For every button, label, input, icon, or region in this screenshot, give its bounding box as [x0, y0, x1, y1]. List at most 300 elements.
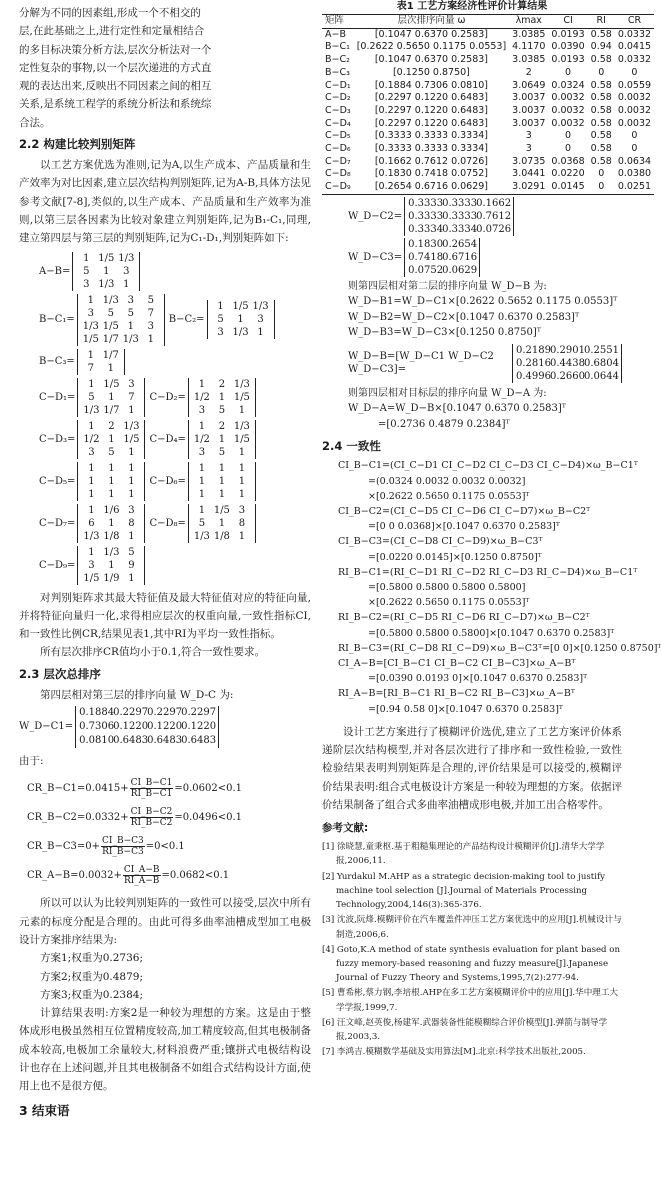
table-cell: [0.2297 0.1220 0.6483]: [374, 104, 489, 116]
matrix-cell: 6: [88, 517, 95, 529]
matrix-body: [404, 238, 480, 277]
matrix-cell: 7: [147, 307, 154, 319]
table-cell: C−D₁: [325, 79, 351, 91]
table-cell: 0.0032: [617, 104, 652, 116]
matrix-row: [192, 404, 252, 417]
matrix-cell: 5: [198, 517, 206, 529]
table-cell: 3: [525, 143, 532, 155]
matrix-line: [39, 294, 311, 346]
table-header-cell: λmax: [515, 15, 542, 26]
matrix-cell: 1: [108, 462, 115, 474]
matrix-cell: 1/3: [233, 420, 250, 432]
matrix-cell: 1/3: [193, 530, 210, 542]
matrix: [149, 420, 255, 459]
matrix-cell: 0.3334: [408, 223, 444, 235]
consistency-line: CI_A−B=[CI_B−C1 CI_B−C2 CI_B−C3]×ω_A−Bᵀ: [338, 657, 576, 669]
matrix-cell: 1/3: [232, 327, 249, 339]
table-cell: 0.0390: [551, 41, 585, 53]
cr-numerator: CI_B−C2: [130, 807, 173, 818]
matrix-row: [192, 446, 252, 459]
matrix-cell: 1: [108, 517, 115, 529]
matrix-label: B−C₃=: [39, 356, 75, 368]
matrix-cell: 1/5: [233, 391, 250, 403]
intro-line: 层,在此基础之上,进行定性和定量相结合: [19, 25, 205, 38]
calc-paragraph: 计算结果表明:方案2是一种较为理想的方案。这是由于整体成形电极虽然相互位置精度较高,加工精度较高,但其电极制备成本较高,电极加工余量较大,材料浪费严重;镶拼式电极结构设计也存在上述问题,并且其电极制备不如组合式结构设计方面,使用上也不是很方便。: [19, 1007, 311, 1093]
table-cell: 0: [598, 168, 605, 180]
matrix-cell: 1/3: [83, 530, 100, 542]
matrix-body: [404, 197, 514, 236]
matrix-row: [76, 252, 136, 265]
matrix-cell: 1/5: [83, 572, 100, 584]
matrix-cell: 1: [128, 530, 135, 542]
matrix: [39, 462, 145, 501]
wdc3-matrix: [348, 238, 622, 277]
matrix-cell: 1: [218, 475, 226, 487]
matrix-cell: 1/5: [102, 320, 119, 332]
matrix-row: [76, 278, 136, 291]
matrix-row: [192, 475, 252, 488]
table-cell: B−C₁: [325, 41, 350, 53]
matrix-body: [75, 706, 219, 748]
matrix-cell: 0.2660: [550, 370, 585, 382]
matrix-cell: 0.1220: [147, 721, 183, 733]
table-body: [322, 28, 654, 194]
wdb-line: W_D−B1=W_D−C1×[0.2622 0.5652 0.1175 0.0553]ᵀ: [348, 296, 618, 308]
matrix-cell: 0.2901: [550, 344, 585, 356]
matrix-cell: 5: [83, 265, 90, 277]
reference-item: [4] Goto,K.A method of state synthesis evaluation for plant based on fuzzy memory-based reasoning and fuzzy measure[J].Japanese Journal of Fuzzy Theory and Systems,1995,7(2):277-94.: [322, 944, 621, 984]
matrix-row: [408, 210, 510, 223]
matrix-cell: 3: [147, 320, 154, 332]
table-cell: 0: [565, 66, 572, 78]
consistency-line: RI_B−C1=(RI_C−D1 RI_C−D2 RI_C−D3 RI_C−D4)×ω_B−C1ᵀ: [338, 566, 638, 578]
left-column: [19, 4, 311, 1122]
table-row: [322, 54, 654, 67]
matrix-cell: 1: [108, 488, 115, 500]
section-2-2-paragraph: 以工艺方案优选为准则,记为A,以生产成本、产品质量和生产效率为对比因素,建立层次结构判别矩阵,记为A-B,具体方法见参考文献[7-8],类似的,以生产成本、产品质量和生产效率为准则,以第三层各因素为比较对象建立判别矩阵,记为B₁-C₁,同理,建立第四层与第三层的判别矩阵,记为C₁-D₁,判别矩阵如下:: [19, 159, 311, 245]
table-cell: 0.58: [590, 92, 612, 104]
matrix-cell: 0.0629: [442, 264, 478, 276]
matrix-cell: 1/5: [103, 378, 120, 390]
matrix-row: [81, 378, 141, 391]
matrix: [39, 294, 165, 346]
matrix-cell: 1: [123, 278, 130, 290]
table-cell: [0.3333 0.3333 0.3334]: [374, 143, 489, 155]
matrix-label: B−C₂=: [168, 314, 205, 326]
matrix-cell: 1: [127, 320, 134, 332]
matrix-row: [81, 530, 141, 543]
matrix-cell: 5: [108, 446, 115, 458]
conclusion-paragraph: 设计工艺方案进行了模糊评价选优,建立了工艺方案评价体系递阶层次结构模型,并对各层次进行了排序和一致性检验,一致性检验结果表明判别矩阵是合理的,评价结果是可以接受的,模糊评价结果表明:组合式电极设计方案是一种较为理想的方案。依据评价结果制备了组合式多曲率油槽成形电极,并加工出合格零件。: [322, 725, 622, 811]
matrix-row: [81, 433, 141, 446]
table-cell: A−B: [325, 28, 346, 40]
matrix-cell: 0.0644: [584, 370, 619, 382]
reference-item: [7] 李鸿吉.模糊数学基础及实用算法[M].北京:科学技术出版社,2005.: [322, 1047, 586, 1058]
matrix-cell: 1: [107, 362, 114, 374]
table-cell: 0: [565, 143, 572, 155]
table-cell: [0.2297 0.1220 0.6483]: [374, 92, 489, 104]
table-cell: 0.0251: [617, 181, 652, 193]
matrix-cell: 1: [108, 475, 115, 487]
matrix-cell: 5: [218, 404, 226, 416]
matrix-cell: 0.2654: [442, 238, 478, 250]
matrix-row: [81, 362, 121, 375]
matrix-cell: 3: [198, 446, 206, 458]
matrix-cell: 1: [108, 433, 115, 445]
matrix-cell: 2: [108, 420, 115, 432]
you-yu-label: 由于:: [19, 755, 44, 768]
consistency-line: CI_B−C2=(CI_C−D5 CI_C−D6 CI_C−D7)×ω_B−C2ᵀ: [338, 505, 591, 517]
matrix-label: C−D₇=: [39, 517, 76, 529]
table-cell: 0.0634: [617, 155, 652, 167]
matrix-cell: 8: [128, 517, 135, 529]
matrix-cell: 0.2551: [584, 344, 619, 356]
matrix-cell: 1/7: [102, 349, 119, 361]
matrix: [169, 300, 275, 339]
matrix-cell: 1: [257, 327, 264, 339]
matrix-row: [81, 320, 161, 333]
section-3-title: 3 结束语: [19, 1102, 70, 1118]
cr-lhs: CR_B−C3=0+: [27, 840, 101, 852]
consistency-line: RI_B−C2=(RI_C−D5 RI_C−D6 RI_C−D7)×ω_B−C2ᵀ: [338, 612, 590, 624]
table-cell: 3.0291: [512, 181, 546, 193]
matrix-cell: 2: [218, 420, 226, 432]
table-cell: 0.58: [590, 104, 612, 116]
scheme-item: 方案2;权重为0.4879;: [40, 970, 143, 983]
table-cell: [0.1884 0.7306 0.0810]: [374, 79, 489, 91]
table-row: [322, 181, 654, 194]
matrix-cell: 1: [218, 433, 226, 445]
table-cell: C−D₇: [325, 155, 351, 167]
table-cell: 0.58: [590, 54, 612, 66]
matrix-cell: 5: [147, 294, 154, 306]
cr-equation: [27, 865, 311, 886]
matrix-cell: 0.4996: [516, 370, 551, 382]
matrix-cell: 1/7: [102, 333, 119, 345]
reference-item: [3] 沈波,阮烽.模糊评价在汽车覆盖件冲压工艺方案优选中的应用[J].机械设计与制造,2006,6.: [322, 915, 622, 940]
table-cell: B−C₃: [325, 66, 350, 78]
matrix-cell: 1/3: [252, 301, 269, 313]
matrix-label: C−D₄=: [149, 433, 186, 445]
matrix-label: W_D−B=[W_D−C1 W_D−C2 W_D−C3]=: [348, 351, 494, 376]
reference-item: [2] Yurdakul M.AHP as a strategic decision-making tool to justify machine tool selection [J].Journal of Materials Processing Technology,2004,146(3):365-376.: [322, 871, 606, 911]
matrix-body: [77, 546, 145, 585]
matrix-cell: 5: [127, 307, 134, 319]
consistency-line: =[0.5800 0.5800 0.5800]×[0.1047 0.6370 0.2583]ᵀ: [368, 627, 615, 639]
matrix: [348, 197, 514, 236]
matrix-row: [516, 357, 618, 370]
matrix-row: [81, 475, 141, 488]
consistency-line: =[0.0220 0.0145]×[0.1250 0.8750]ᵀ: [368, 551, 542, 563]
matrix-cell: 3: [83, 278, 90, 290]
matrix-row: [81, 446, 141, 459]
matrix: [149, 462, 255, 501]
matrix-line: [39, 349, 311, 375]
table-row: [322, 156, 654, 169]
table-cell: 0.0193: [551, 28, 585, 40]
matrix-cell: 1: [87, 349, 94, 361]
matrix-cell: 7: [87, 362, 94, 374]
matrix-cell: 1: [108, 559, 115, 571]
cr-fraction: [130, 807, 174, 828]
matrix-row: [408, 223, 510, 236]
matrix: [39, 378, 145, 417]
table-row: [322, 80, 654, 93]
matrix-row: [211, 300, 271, 313]
right-column: [322, 0, 661, 1060]
matrix-label: C−D₅=: [39, 475, 76, 487]
cr-numerator: CI_B−C3: [102, 836, 144, 847]
matrix-cell: 3: [123, 265, 130, 277]
matrix-cell: 1: [88, 504, 95, 516]
table-row: [322, 118, 654, 131]
consistency-line: =(0.0324 0.0032 0.0032 0.0032]: [368, 475, 526, 487]
table-cell: 4.1170: [512, 41, 546, 53]
cr-denominator: RI_A−B: [123, 876, 160, 887]
eigen-paragraph: 对判别矩阵求其最大特征值及最大特征值对应的特征向量,并将特征向量归一化,求得相应层次的权重向量,一致性指标CI,和一致性比例CR,结果见表1,其中RI为平均一致性指标。: [19, 591, 311, 641]
table-row: [322, 92, 654, 105]
matrix-cell: 0.7612: [476, 210, 512, 222]
matrix-cell: 1: [88, 420, 95, 432]
matrix-line: [39, 378, 311, 417]
scheme-list: [19, 949, 311, 1004]
matrix-cell: 2: [218, 378, 226, 390]
section-2-4-title: 2.4 一致性: [322, 439, 381, 454]
matrix-cell: 0.6483: [147, 735, 183, 747]
matrix-row: [516, 344, 618, 357]
matrix-label: C−D₉=: [39, 559, 76, 571]
cr-equations: [19, 778, 311, 886]
matrix-cell: 1/2: [193, 433, 210, 445]
table-cell: C−D₈: [325, 168, 351, 180]
cr-rhs: =0.0496<0.1: [174, 811, 243, 823]
matrix-label: C−D₃=: [39, 433, 76, 445]
matrix-row: [81, 546, 141, 559]
matrix-cell: 0.6483: [113, 735, 149, 747]
table-cell: 0.58: [590, 155, 612, 167]
matrix-row: [192, 488, 252, 501]
wda-intro: 则第四层相对目标层的排序向量 W_D−A 为:: [348, 387, 547, 399]
matrix-cell: 0.1884: [79, 707, 115, 719]
table-row: [322, 41, 654, 54]
table-row: [322, 143, 654, 156]
matrix-row: [408, 197, 510, 210]
table-row: [322, 28, 654, 41]
matrix-cell: 3: [128, 504, 135, 516]
matrix-body: [188, 504, 256, 543]
matrix-cell: 1/5: [82, 333, 99, 345]
matrix-line: [39, 546, 311, 585]
table-cell: [0.2297 0.1220 0.6483]: [374, 117, 489, 129]
matrix: [149, 378, 255, 417]
matrix-cell: 5: [128, 546, 135, 558]
cr-equation: [27, 807, 311, 828]
table-row: [322, 130, 654, 143]
matrix-line: [39, 504, 311, 543]
matrix-cell: 1: [217, 301, 224, 313]
intro-line: 的多目标决策分析方法,层次分析法对一个: [19, 43, 212, 56]
judgment-matrices: [39, 252, 311, 585]
intro-text: [19, 4, 311, 132]
cr-denominator: RI_B−C3: [102, 847, 144, 858]
matrix-cell: 1: [238, 404, 246, 416]
matrix-cell: 1: [238, 462, 246, 474]
matrix-cell: 1/3: [103, 546, 120, 558]
matrix-body: [207, 300, 275, 339]
table-cell: 0.0193: [551, 54, 585, 66]
matrix-cell: 1: [128, 475, 135, 487]
matrix-row: [81, 488, 141, 501]
table-cell: 0.94: [590, 41, 612, 53]
cr-note: 所有层次排序CR值均小于0.1,符合一致性要求。: [40, 646, 265, 659]
cr-equation: [27, 836, 311, 857]
matrix-cell: 1/3: [98, 278, 115, 290]
table-cell: 3.0037: [512, 104, 546, 116]
cr-equation: [27, 778, 311, 799]
table-cell: [0.1662 0.7612 0.0726]: [374, 155, 489, 167]
matrix-cell: 1: [238, 530, 246, 542]
table-cell: 0.0032: [551, 104, 585, 116]
table-cell: 0.58: [590, 143, 612, 155]
table-cell: 3.0441: [512, 168, 546, 180]
table-cell: 0.0332: [617, 54, 652, 66]
matrix-cell: 1: [237, 314, 244, 326]
matrix-cell: 0.3334: [442, 223, 478, 235]
matrix-cell: 3: [88, 559, 95, 571]
matrix-cell: 0.6483: [181, 735, 217, 747]
matrix-cell: 3: [88, 446, 95, 458]
matrix-cell: 1: [128, 488, 135, 500]
matrix-row: [76, 265, 136, 278]
table-header-cell: CR: [627, 15, 642, 26]
scheme-item: 方案3;权重为0.2384;: [40, 988, 143, 1001]
matrix-cell: 1: [238, 446, 246, 458]
matrix-cell: 0.0726: [476, 223, 512, 235]
matrix-cell: 1: [218, 391, 226, 403]
matrix-cell: 3: [198, 404, 206, 416]
table-cell: 0.0415: [617, 41, 652, 53]
matrix-cell: 1: [88, 462, 95, 474]
reference-item: [6] 汪文峰,赵英俊,杨建军.武器装备性能模糊综合评价模型[J].弹箭与制导学报,2003,3.: [322, 1017, 608, 1042]
table-cell: 0.0032: [551, 92, 585, 104]
cr-fraction: [123, 865, 161, 886]
wdb-line: W_D−B2=W_D−C2×[0.1047 0.6370 0.2583]ᵀ: [348, 311, 580, 323]
table-cell: 0.58: [590, 28, 612, 40]
matrix-row: [211, 313, 271, 326]
table-cell: C−D₄: [325, 117, 351, 129]
matrix-cell: 1: [198, 475, 206, 487]
matrix-body: [188, 378, 256, 417]
reference-item: [1] 徐晓慧,童秉枢.基于粗糙集理论的产品结构设计模糊评价[J].清华大学学报,2006,11.: [322, 842, 605, 867]
matrix-cell: 1/3: [102, 294, 119, 306]
table-cell: 0.58: [590, 79, 612, 91]
table-header-cell: RI: [596, 15, 606, 26]
matrix-body: [77, 420, 145, 459]
matrix-cell: 1: [87, 294, 94, 306]
matrix-cell: 1: [128, 572, 135, 584]
matrix-cell: 1/5: [213, 504, 230, 516]
matrix-cell: 0.2189: [516, 344, 551, 356]
matrix-row: [81, 504, 141, 517]
matrix-cell: 1/5: [232, 301, 249, 313]
matrix: [39, 546, 145, 585]
table-cell: 3.0385: [512, 54, 546, 66]
matrix-cell: 1/3: [118, 252, 135, 264]
matrix-row: [192, 391, 252, 404]
table-header-cell: 矩阵: [325, 15, 345, 26]
consistency-line: RI_A−B=[RI_B−C1 RI_B−C2 RI_B−C3]×ω_A−Bᵀ: [338, 688, 575, 700]
matrix-label: B−C₁=: [39, 314, 75, 326]
table-cell: 0: [598, 66, 605, 78]
table-caption: 表1 工艺方案经济性评价计算结果: [396, 1, 548, 12]
matrix-cell: 1/5: [98, 252, 115, 264]
consistency-line: ×[0.2622 0.5650 0.1175 0.0553]ᵀ: [368, 597, 530, 609]
cr-numerator: CI_B−C1: [130, 778, 173, 789]
matrix-row: [192, 378, 252, 391]
table-cell: [0.1047 0.6370 0.2583]: [374, 54, 489, 66]
matrix-cell: 0.1662: [476, 197, 512, 209]
table-cell: 2: [525, 66, 532, 78]
matrix-cell: 1: [128, 462, 135, 474]
table-cell: 0.0559: [617, 79, 652, 91]
intro-line: 观的表达出来,反映出不同因素之间的相互: [19, 80, 212, 93]
matrix-label: W_D−C2=: [348, 210, 403, 222]
matrix-cell: 1: [88, 378, 95, 390]
table-row: [322, 105, 654, 118]
consistency-line: =[0.0390 0.0193 0]×[0.1047 0.6370 0.2583]ᵀ: [368, 673, 588, 685]
matrix-body: [77, 378, 145, 417]
table-cell: 3.0037: [512, 92, 546, 104]
matrix-cell: 3: [127, 294, 134, 306]
matrix-cell: 7: [128, 391, 135, 403]
matrix-cell: 5: [88, 391, 95, 403]
matrix-body: [77, 504, 145, 543]
matrix-cell: 1: [218, 517, 226, 529]
cr-lhs: CR_B−C2=0.0332+: [27, 811, 129, 823]
matrix-line: [39, 462, 311, 501]
matrix-row: [192, 420, 252, 433]
matrix-row: [81, 462, 141, 475]
matrix-row: [516, 370, 618, 383]
matrix-cell: 1/8: [103, 530, 120, 542]
matrix-cell: 1/8: [213, 530, 230, 542]
table-cell: [0.2622 0.5650 0.1175 0.0553]: [356, 41, 507, 53]
table-cell: 0.0324: [551, 79, 585, 91]
matrix-label: W_D−C1=: [19, 721, 74, 733]
matrix-cell: 0.6804: [584, 357, 619, 369]
matrix-cell: 8: [238, 517, 246, 529]
matrix-cell: 1/3: [83, 404, 100, 416]
matrix-body: [188, 420, 256, 459]
cr-fraction: [130, 778, 174, 799]
matrix-cell: 9: [128, 559, 135, 571]
cr-lhs: CR_A−B=0.0032+: [27, 869, 122, 881]
consistency-line: RI_B−C3=(RI_C−D8 RI_C−D9)×ω_B−C3ᵀ=[0 0]×[0.1250 0.8750]ᵀ: [338, 642, 661, 654]
table-cell: 3: [525, 130, 532, 142]
matrix-cell: 1: [198, 378, 206, 390]
table-row: [322, 168, 654, 181]
matrix-cell: 5: [217, 314, 224, 326]
table-cell: C−D₂: [325, 92, 351, 104]
intro-line: 定性复杂的事物,以一个层次递进的方式直: [19, 61, 212, 74]
matrix-cell: 1: [103, 265, 110, 277]
matrix-cell: 1: [218, 488, 226, 500]
table-cell: 0.0032: [617, 117, 652, 129]
consistency-line: =[0.5800 0.5800 0.5800 0.5800]: [368, 581, 526, 593]
matrix-row: [192, 462, 252, 475]
matrix-cell: 1: [198, 420, 206, 432]
matrix: [348, 344, 622, 383]
